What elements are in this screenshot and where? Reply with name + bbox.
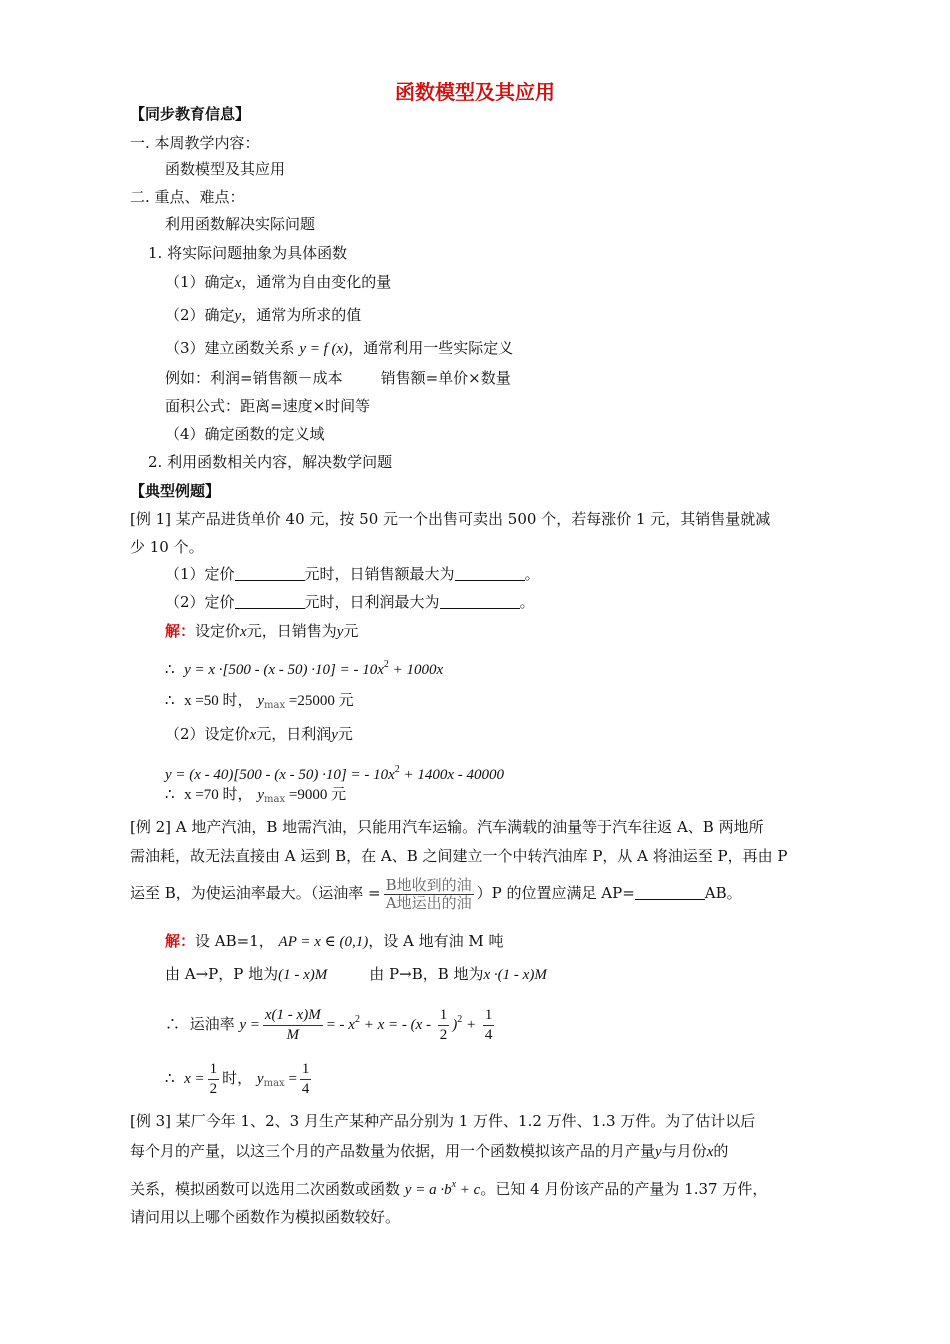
solution-label: 解： — [165, 622, 196, 640]
example1-solution2: （2）设定价x元，日利润y元 — [165, 725, 353, 743]
step-build-function: （3）建立函数关系 y = f (x)，通常利用一些实际定义 — [165, 339, 514, 357]
example1-result1: ∴ x =50 时， $y_{max} =25000$ 元 — [165, 691, 354, 711]
answer-blank — [455, 566, 525, 581]
example1-line1: [例 1] 某产品进货单价 40 元，按 50 元一个出售可卖出 500 个，若每涨价 1 元，其销售量就减 — [130, 510, 771, 528]
example1-question2: （2）定价 元时，日利润最大为 。 — [165, 593, 535, 611]
example1-solution1: 解：设定价x元，日销售为y元 — [165, 622, 359, 640]
oil-rate-fraction: $\frac{\text{B地收到的油}}{\text{A地运出的油}}$ — [385, 875, 472, 912]
page-title: 函数模型及其应用 — [395, 80, 555, 104]
example3-line2: 每个月的产量，以这三个月的产品数量为依据，用一个函数模拟该产品的月产量y与月份x的 — [130, 1142, 729, 1160]
answer-blank — [635, 885, 705, 900]
example3-line1: [例 3] 某厂今年 1、2、3 月生产某种产品分别为 1 万件、1.2 万件、1.3 万件。为了估计以后 — [130, 1112, 756, 1130]
example2-result: ∴ x = $\frac{1}{2}$ 时， $y_{max}$ = $\frac{1}{4}$ — [165, 1060, 310, 1097]
heading-week-content: 一. 本周教学内容： — [130, 134, 260, 152]
answer-blank — [235, 566, 305, 581]
list-item-1: 1. 将实际问题抽象为具体函数 — [148, 244, 348, 262]
example3-line3: 关系，模拟函数可以选用二次函数或函数 $y = a \cdot b^x + c$。已知 4 月份该产品的产量为 1.37 万件， — [130, 1179, 768, 1198]
answer-blank — [235, 594, 305, 609]
example1-formula2: y = (x - 40)[500 - (x - 50) ·10] = - $10x^2 + 1400x - 40000$ — [165, 764, 505, 783]
step-determine-x: （1）确定x，通常为自由变化的量 — [165, 273, 392, 291]
solution-label: 解： — [165, 932, 196, 950]
example2-line1: [例 2] A 地产汽油，B 地需汽油，只能用汽车运输。汽车满载的油量等于汽车往返 A、B 两地所 — [130, 818, 764, 836]
example2-solution1: 解：设 AB=1， AP = x ∈ (0,1)，设 A 地有油 M 吨 — [165, 932, 504, 950]
area-formula: 面积公式：距离=速度×时间等 — [165, 397, 371, 415]
formula-y-fx: y = f (x) — [299, 341, 349, 357]
example1-result2: ∴ x =70 时， $y_{max} =9000$ 元 — [165, 785, 347, 805]
step-domain: （4）确定函数的定义域 — [165, 425, 325, 443]
example-profit: 例如：利润=销售额－成本 销售额=单价×数量 — [165, 369, 511, 387]
example2-solution2: 由 A→P，P 地为(1 - x)M 由 P→B，B 地为x ·(1 - x)M — [165, 965, 547, 983]
section-heading-examples: 【典型例题】 — [130, 482, 221, 500]
heading-key-points: 二. 重点、难点： — [130, 188, 245, 206]
example3-line4: 请问用以上哪个函数作为模拟函数较好。 — [130, 1208, 401, 1226]
example1-formula1: ∴ y = x ·[500 - (x - 50) ·10] = - $10x^2 + 1000x$ — [165, 659, 444, 678]
section-heading-sync: 【同步教育信息】 — [130, 105, 251, 123]
example2-line2: 需油耗，故无法直接由 A 运到 B，在 A、B 之间建立一个中转汽油库 P，从 A 将油运至 P，再由 P — [130, 847, 788, 865]
list-item-2: 2. 利用函数相关内容，解决数学问题 — [148, 453, 393, 471]
example2-formula: ∴ 运油率 y = $\frac{x(1 - x)M}{M}$ = - $x^2 + x$ = - (x - $\frac{1}{2}$ )$^2$ + $\frac{1}{4}$ — [165, 1006, 493, 1043]
week-content-text: 函数模型及其应用 — [165, 160, 286, 178]
key-points-text: 利用函数解决实际问题 — [165, 215, 316, 233]
step-determine-y: （2）确定y，通常为所求的值 — [165, 306, 362, 324]
example1-line2: 少 10 个。 — [130, 538, 204, 556]
example2-line3: 运至 B，为使运油率最大。（运油率 = $\frac{\text{B地收到的油}}{\text{A地运出的油}}$ ）P 的位置应满足 AP= AB。 — [130, 875, 742, 912]
example1-question1: （1）定价 元时，日销售额最大为 。 — [165, 565, 540, 583]
answer-blank — [440, 594, 520, 609]
